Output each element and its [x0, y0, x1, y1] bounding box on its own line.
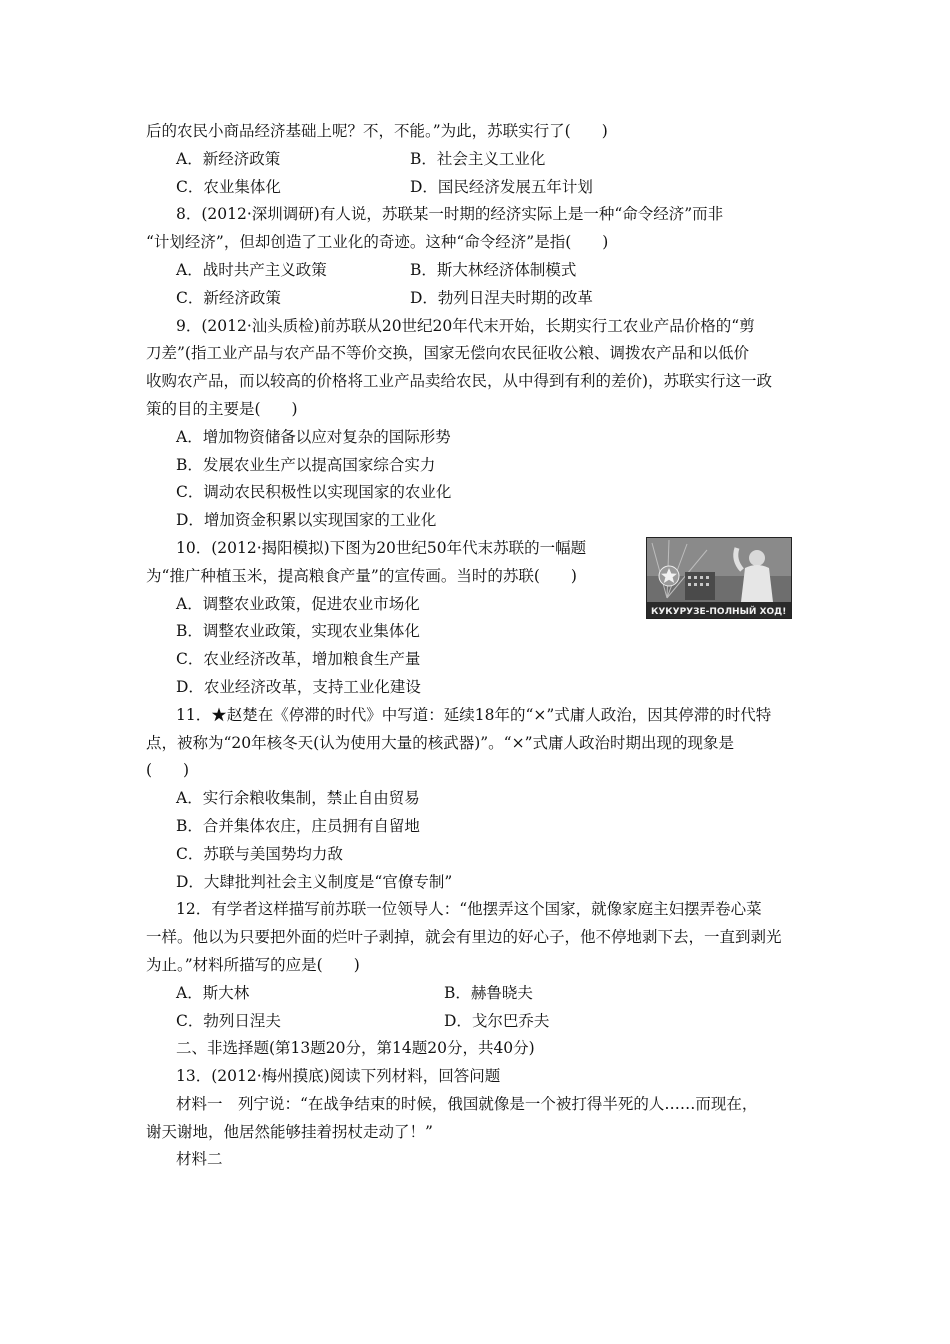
q10-stem-line-1: 10．(2012·揭阳模拟)下图为20世纪50年代末苏联的一幅题: [176, 538, 587, 557]
q10-stem-line-2: 为“推广种植玉米，提高粮食产量”的宣传画。当时的苏联( ): [146, 566, 577, 585]
q7-options-row-1: [146, 146, 806, 174]
q12-options-row-2: [146, 1008, 806, 1036]
q7-options-row-2: [146, 174, 806, 202]
q12-stem-line-3: 为止。”材料所描写的应是( ): [146, 955, 360, 974]
q8-option-a: A．战时共产主义政策: [176, 260, 327, 279]
q7-option-c: C．农业集体化: [176, 177, 281, 196]
q11-stem-line-3: ( ): [146, 761, 190, 780]
q11-option-a: A．实行余粮收集制，禁止自由贸易: [176, 789, 420, 808]
q12-option-b: B．赫鲁晓夫: [444, 983, 533, 1002]
section-2-heading: 二、非选择题(第13题20分，第14题20分，共40分): [176, 1039, 535, 1058]
q10-option-c: C．农业经济改革，增加粮食生产量: [176, 650, 421, 669]
q11-stem-line-2: 点，被称为“20年核冬天(认为使用大量的核武器)”。“×”式庸人政治时期出现的现象是: [146, 733, 735, 752]
q12-stem-line-1: 12．有学者这样描写前苏联一位领导人：“他摆弄这个国家，就像家庭主妇摆弄卷心菜: [176, 900, 762, 919]
q9-option-b: B．发展农业生产以提高国家综合实力: [176, 455, 436, 474]
q12-option-d: D．戈尔巴乔夫: [444, 1011, 550, 1030]
q8-option-b: B．斯大林经济体制模式: [410, 260, 577, 279]
q12-stem-line-2: 一样。他以为只要把外面的烂叶子剥掉，就会有里边的好心子，他不停地剥下去，一直到剥光: [146, 928, 782, 947]
q7-stem-tail: 后的农民小商品经济基础上呢？不，不能。”为此，苏联实行了( ): [146, 122, 608, 140]
q10-option-a: A．调整农业政策，促进农业市场化: [176, 594, 420, 613]
corn-propaganda-poster-image: [646, 537, 792, 619]
q7-option-d: D．国民经济发展五年计划: [410, 177, 593, 196]
q12-option-a: A．斯大林: [176, 983, 250, 1002]
q13-stem: 13．(2012·梅州摸底)阅读下列材料，回答问题: [176, 1067, 501, 1086]
q9-stem-line-1: 9．(2012·汕头质检)前苏联从20世纪20年代末开始，长期实行工农业产品价格的“剪: [176, 316, 755, 335]
q9-option-c: C．调动农民积极性以实现国家的农业化: [176, 483, 452, 502]
q8-option-d: D．勃列日涅夫时期的改革: [410, 288, 593, 307]
q9-option-a: A．增加物资储备以应对复杂的国际形势: [176, 427, 451, 446]
q13-material-2-label: 材料二: [176, 1150, 223, 1169]
q7-option-b: B．社会主义工业化: [410, 149, 546, 168]
q13-material-1-line-2: 谢天谢地，他居然能够挂着拐杖走动了！”: [146, 1122, 433, 1141]
q11-option-d: D．大肆批判社会主义制度是“官僚专制”: [176, 872, 453, 891]
q8-options-row-2: [146, 285, 806, 313]
q8-stem-line-1: 8．(2012·深圳调研)有人说，苏联某一时期的经济实际上是一种“命令经济”而非: [176, 205, 724, 224]
q11-stem-line-1: 11．★赵楚在《停滞的时代》中写道：延续18年的“×”式庸人政治，因其停滞的时代特: [176, 705, 772, 724]
poster-caption: КУКУРУЗЕ-ПОЛНЫЙ ХОД!: [651, 607, 787, 617]
q7-option-a: A．新经济政策: [176, 149, 281, 168]
q10-option-d: D．农业经济改革，支持工业化建设: [176, 677, 421, 696]
q10-option-b: B．调整农业政策，实现农业集体化: [176, 622, 420, 641]
q9-stem-line-2: 刀差”(指工业产品与农产品不等价交换，国家无偿向农民征收公粮、调拨农产品和以低价: [146, 344, 749, 363]
q13-material-1-line-1: 材料一 列宁说：“在战争结束的时候，俄国就像是一个被打得半死的人……而现在，: [176, 1094, 758, 1113]
q9-stem-line-3: 收购农产品，而以较高的价格将工业产品卖给农民，从中得到有利的差价)，苏联实行这一政: [146, 372, 773, 391]
q9-stem-line-4: 策的目的主要是( ): [146, 399, 298, 418]
q8-stem-line-2: “计划经济”，但却创造了工业化的奇迹。这种“命令经济”是指( ): [146, 233, 609, 252]
q11-option-b: B．合并集体农庄，庄员拥有自留地: [176, 816, 420, 835]
q12-options-row-1: [146, 980, 806, 1008]
q8-options-row-1: [146, 257, 806, 285]
q8-option-c: C．新经济政策: [176, 288, 281, 307]
q12-option-c: C．勃列日涅夫: [176, 1011, 281, 1030]
document-page: [146, 118, 806, 1174]
q11-option-c: C．苏联与美国势均力敌: [176, 844, 343, 863]
q9-option-d: D．增加资金积累以实现国家的工业化: [176, 511, 437, 530]
